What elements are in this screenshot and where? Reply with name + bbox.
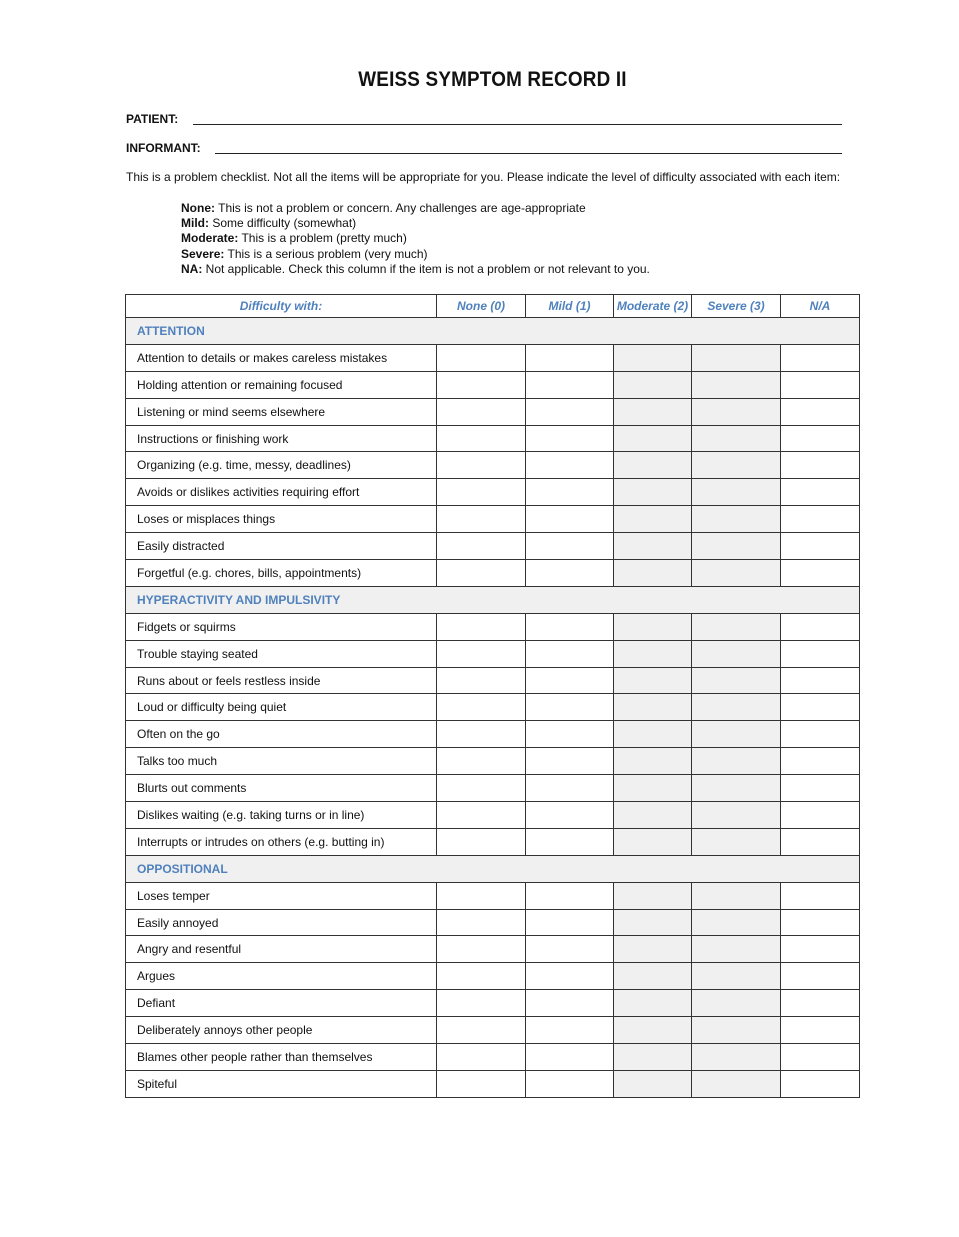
rating-cell-severe[interactable] [692, 802, 781, 829]
rating-cell-na[interactable] [781, 506, 860, 533]
rating-cell-severe[interactable] [692, 344, 781, 371]
legend-item [181, 262, 650, 277]
rating-cell-none[interactable] [437, 425, 526, 452]
rating-cell-mild[interactable] [526, 452, 614, 479]
rating-cell-mild[interactable] [526, 425, 614, 452]
symptom-label: Argues [126, 963, 437, 990]
rating-cell-na[interactable] [781, 990, 860, 1017]
rating-cell-mild[interactable] [526, 802, 614, 829]
table-row [126, 640, 860, 667]
rating-cell-none[interactable] [437, 506, 526, 533]
rating-legend [181, 201, 650, 277]
rating-cell-moderate[interactable] [614, 1017, 692, 1044]
rating-cell-none[interactable] [437, 640, 526, 667]
rating-cell-severe[interactable] [692, 721, 781, 748]
table-row [126, 560, 860, 587]
table-header-row [126, 295, 860, 318]
rating-cell-moderate[interactable] [614, 775, 692, 802]
rating-cell-mild[interactable] [526, 344, 614, 371]
rating-cell-severe[interactable] [692, 748, 781, 775]
rating-cell-none[interactable] [437, 1044, 526, 1071]
rating-cell-none[interactable] [437, 990, 526, 1017]
rating-cell-moderate[interactable] [614, 963, 692, 990]
rating-cell-severe[interactable] [692, 694, 781, 721]
rating-cell-mild[interactable] [526, 613, 614, 640]
rating-cell-severe[interactable] [692, 882, 781, 909]
legend-text: This is a problem (pretty much) [241, 231, 407, 246]
legend-term: Severe: [181, 246, 225, 261]
header-none: None (0) [437, 295, 526, 318]
rating-cell-severe[interactable] [692, 506, 781, 533]
rating-cell-mild[interactable] [526, 990, 614, 1017]
patient-input-line[interactable] [193, 124, 842, 125]
rating-cell-severe[interactable] [692, 640, 781, 667]
rating-cell-none[interactable] [437, 882, 526, 909]
symptom-label: Holding attention or remaining focused [126, 371, 437, 398]
table-body [126, 318, 860, 1098]
rating-cell-none[interactable] [437, 694, 526, 721]
rating-cell-none[interactable] [437, 1017, 526, 1044]
rating-cell-severe[interactable] [692, 371, 781, 398]
symptom-label: Interrupts or intrudes on others (e.g. butting in) [126, 828, 437, 855]
symptom-label: Blurts out comments [126, 775, 437, 802]
rating-cell-mild[interactable] [526, 371, 614, 398]
rating-cell-moderate[interactable] [614, 371, 692, 398]
table-row [126, 1017, 860, 1044]
rating-cell-none[interactable] [437, 775, 526, 802]
legend-term: Moderate: [181, 231, 239, 246]
symptom-label: Angry and resentful [126, 936, 437, 963]
table-row [126, 936, 860, 963]
symptom-label: Organizing (e.g. time, messy, deadlines) [126, 452, 437, 479]
symptom-label: Talks too much [126, 748, 437, 775]
rating-cell-none[interactable] [437, 452, 526, 479]
table-row [126, 802, 860, 829]
symptom-label: Runs about or feels restless inside [126, 667, 437, 694]
rating-cell-moderate[interactable] [614, 533, 692, 560]
rating-cell-severe[interactable] [692, 1070, 781, 1097]
rating-cell-mild[interactable] [526, 533, 614, 560]
symptom-label: Avoids or dislikes activities requiring effort [126, 479, 437, 506]
table-row [126, 479, 860, 506]
rating-cell-moderate[interactable] [614, 936, 692, 963]
symptom-label: Defiant [126, 990, 437, 1017]
table-row [126, 344, 860, 371]
rating-cell-moderate[interactable] [614, 425, 692, 452]
legend-term: Mild: [181, 216, 209, 231]
rating-cell-severe[interactable] [692, 452, 781, 479]
instructions-text: This is a problem checklist. Not all the items will be appropriate for you. Please indicate the level of difficulty associated with each item: [126, 170, 841, 184]
rating-cell-none[interactable] [437, 936, 526, 963]
informant-label: INFORMANT: [126, 141, 201, 155]
header-severe: Severe (3) [692, 295, 781, 318]
symptom-label: Trouble staying seated [126, 640, 437, 667]
rating-cell-na[interactable] [781, 560, 860, 587]
table-row [126, 721, 860, 748]
rating-cell-severe[interactable] [692, 1017, 781, 1044]
rating-cell-na[interactable] [781, 425, 860, 452]
symptom-label: Forgetful (e.g. chores, bills, appointments) [126, 560, 437, 587]
rating-cell-na[interactable] [781, 398, 860, 425]
symptom-label: Instructions or finishing work [126, 425, 437, 452]
table-row [126, 963, 860, 990]
document-title: WEISS SYMPTOM RECORD II [358, 68, 627, 91]
rating-cell-moderate[interactable] [614, 909, 692, 936]
rating-cell-none[interactable] [437, 802, 526, 829]
rating-cell-na[interactable] [781, 344, 860, 371]
rating-cell-none[interactable] [437, 613, 526, 640]
rating-cell-moderate[interactable] [614, 694, 692, 721]
section-header-row [126, 586, 860, 613]
rating-cell-na[interactable] [781, 533, 860, 560]
rating-cell-mild[interactable] [526, 1070, 614, 1097]
rating-cell-severe[interactable] [692, 909, 781, 936]
rating-cell-moderate[interactable] [614, 613, 692, 640]
rating-cell-mild[interactable] [526, 694, 614, 721]
rating-cell-na[interactable] [781, 748, 860, 775]
table-row [126, 506, 860, 533]
rating-cell-moderate[interactable] [614, 1070, 692, 1097]
rating-cell-severe[interactable] [692, 990, 781, 1017]
rating-cell-na[interactable] [781, 828, 860, 855]
rating-cell-severe[interactable] [692, 398, 781, 425]
rating-cell-severe[interactable] [692, 560, 781, 587]
symptom-label: Loud or difficulty being quiet [126, 694, 437, 721]
symptom-label: Attention to details or makes careless mistakes [126, 344, 437, 371]
rating-cell-none[interactable] [437, 909, 526, 936]
header-na: N/A [781, 295, 860, 318]
rating-cell-na[interactable] [781, 909, 860, 936]
rating-cell-none[interactable] [437, 560, 526, 587]
rating-cell-severe[interactable] [692, 667, 781, 694]
rating-cell-moderate[interactable] [614, 1044, 692, 1071]
rating-cell-mild[interactable] [526, 1017, 614, 1044]
rating-cell-moderate[interactable] [614, 640, 692, 667]
informant-field[interactable] [126, 141, 201, 155]
symptom-label: Blames other people rather than themselves [126, 1044, 437, 1071]
table-row [126, 533, 860, 560]
rating-cell-na[interactable] [781, 721, 860, 748]
rating-cell-mild[interactable] [526, 775, 614, 802]
rating-cell-severe[interactable] [692, 963, 781, 990]
rating-cell-na[interactable] [781, 667, 860, 694]
rating-cell-none[interactable] [437, 748, 526, 775]
rating-cell-na[interactable] [781, 1070, 860, 1097]
rating-cell-na[interactable] [781, 479, 860, 506]
section-title: ATTENTION [126, 318, 860, 345]
table-row [126, 828, 860, 855]
legend-item [181, 201, 650, 216]
rating-cell-na[interactable] [781, 936, 860, 963]
informant-input-line[interactable] [215, 153, 842, 154]
rating-cell-mild[interactable] [526, 667, 614, 694]
table-row [126, 613, 860, 640]
rating-cell-na[interactable] [781, 452, 860, 479]
rating-cell-moderate[interactable] [614, 802, 692, 829]
rating-cell-none[interactable] [437, 721, 526, 748]
rating-cell-mild[interactable] [526, 640, 614, 667]
legend-text: This is not a problem or concern. Any challenges are age-appropriate [218, 201, 586, 215]
rating-cell-mild[interactable] [526, 479, 614, 506]
rating-cell-moderate[interactable] [614, 560, 692, 587]
rating-cell-none[interactable] [437, 344, 526, 371]
rating-cell-none[interactable] [437, 371, 526, 398]
rating-cell-na[interactable] [781, 882, 860, 909]
rating-cell-moderate[interactable] [614, 344, 692, 371]
rating-cell-na[interactable] [781, 802, 860, 829]
header-moderate: Moderate (2) [614, 295, 692, 318]
rating-cell-none[interactable] [437, 963, 526, 990]
rating-cell-mild[interactable] [526, 721, 614, 748]
rating-cell-none[interactable] [437, 533, 526, 560]
rating-cell-na[interactable] [781, 371, 860, 398]
legend-term: None: [181, 201, 215, 215]
symptom-label: Spiteful [126, 1070, 437, 1097]
rating-cell-mild[interactable] [526, 748, 614, 775]
rating-cell-na[interactable] [781, 613, 860, 640]
rating-cell-moderate[interactable] [614, 748, 692, 775]
rating-cell-none[interactable] [437, 1070, 526, 1097]
rating-cell-na[interactable] [781, 963, 860, 990]
table-row [126, 1044, 860, 1071]
section-title: OPPOSITIONAL [126, 855, 860, 882]
symptom-table [125, 294, 860, 1098]
rating-cell-severe[interactable] [692, 533, 781, 560]
rating-cell-na[interactable] [781, 640, 860, 667]
table-row [126, 1070, 860, 1097]
rating-cell-severe[interactable] [692, 479, 781, 506]
rating-cell-mild[interactable] [526, 963, 614, 990]
rating-cell-severe[interactable] [692, 936, 781, 963]
legend-text: Not applicable. Check this column if the item is not a problem or not relevant to you. [205, 261, 650, 276]
symptom-label: Listening or mind seems elsewhere [126, 398, 437, 425]
rating-cell-severe[interactable] [692, 425, 781, 452]
rating-cell-mild[interactable] [526, 936, 614, 963]
rating-cell-na[interactable] [781, 694, 860, 721]
table-row [126, 748, 860, 775]
table-row [126, 371, 860, 398]
legend-item [181, 247, 650, 262]
rating-cell-moderate[interactable] [614, 990, 692, 1017]
symptom-label: Dislikes waiting (e.g. taking turns or in line) [126, 802, 437, 829]
table-row [126, 452, 860, 479]
rating-cell-mild[interactable] [526, 506, 614, 533]
rating-cell-severe[interactable] [692, 1044, 781, 1071]
legend-text: This is a serious problem (very much) [227, 246, 428, 261]
rating-cell-moderate[interactable] [614, 398, 692, 425]
symptom-label: Easily annoyed [126, 909, 437, 936]
rating-cell-moderate[interactable] [614, 721, 692, 748]
symptom-label: Often on the go [126, 721, 437, 748]
table-row [126, 694, 860, 721]
rating-cell-mild[interactable] [526, 398, 614, 425]
section-title: HYPERACTIVITY AND IMPULSIVITY [126, 586, 860, 613]
rating-cell-severe[interactable] [692, 828, 781, 855]
symptom-label: Deliberately annoys other people [126, 1017, 437, 1044]
section-header-row [126, 318, 860, 345]
rating-cell-none[interactable] [437, 667, 526, 694]
header-mild: Mild (1) [526, 295, 614, 318]
header-difficulty: Difficulty with: [126, 295, 437, 318]
table-row [126, 882, 860, 909]
rating-cell-none[interactable] [437, 828, 526, 855]
table-row [126, 667, 860, 694]
table-row [126, 775, 860, 802]
legend-item [181, 231, 650, 246]
rating-cell-na[interactable] [781, 775, 860, 802]
table-row [126, 990, 860, 1017]
legend-text: Some difficulty (somewhat) [212, 216, 357, 231]
rating-cell-moderate[interactable] [614, 828, 692, 855]
symptom-label: Loses or misplaces things [126, 506, 437, 533]
rating-cell-moderate[interactable] [614, 506, 692, 533]
table-row [126, 398, 860, 425]
symptom-label: Fidgets or squirms [126, 613, 437, 640]
rating-cell-severe[interactable] [692, 775, 781, 802]
rating-cell-na[interactable] [781, 1044, 860, 1071]
section-header-row [126, 855, 860, 882]
table-row [126, 425, 860, 452]
rating-cell-mild[interactable] [526, 909, 614, 936]
patient-label: PATIENT: [126, 112, 179, 126]
symptom-label: Easily distracted [126, 533, 437, 560]
rating-cell-none[interactable] [437, 398, 526, 425]
rating-cell-mild[interactable] [526, 560, 614, 587]
rating-cell-mild[interactable] [526, 828, 614, 855]
table-row [126, 909, 860, 936]
rating-cell-moderate[interactable] [614, 667, 692, 694]
rating-cell-na[interactable] [781, 1017, 860, 1044]
patient-field[interactable] [126, 112, 178, 126]
symptom-label: Loses temper [126, 882, 437, 909]
rating-cell-none[interactable] [437, 479, 526, 506]
rating-cell-mild[interactable] [526, 882, 614, 909]
rating-cell-moderate[interactable] [614, 479, 692, 506]
legend-term: NA: [181, 261, 203, 276]
rating-cell-severe[interactable] [692, 613, 781, 640]
legend-item [181, 216, 650, 231]
rating-cell-moderate[interactable] [614, 882, 692, 909]
rating-cell-moderate[interactable] [614, 452, 692, 479]
rating-cell-mild[interactable] [526, 1044, 614, 1071]
